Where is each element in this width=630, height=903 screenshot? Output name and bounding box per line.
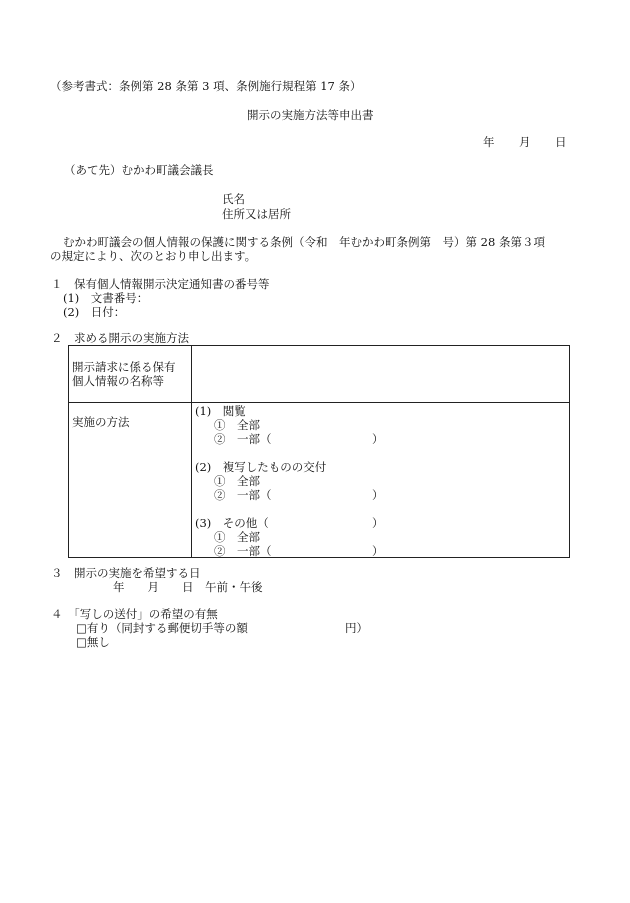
applicant-name-label: 氏名	[222, 192, 245, 206]
section-1-date: (2) 日付：	[63, 305, 126, 319]
table-label-info-name-line-2: 個人情報の名称等	[72, 374, 164, 388]
method-other-full: ① 全部	[214, 530, 260, 544]
intro-line-2: の規定により、次のとおり申し出ます。	[50, 249, 257, 263]
method-other-title: (3) その他（	[195, 516, 269, 530]
method-other-partial: ② 一部（	[214, 544, 272, 558]
table-row-divider	[69, 402, 569, 403]
table-column-divider	[191, 346, 192, 557]
addressee: （あて先）むかわ町議会議長	[64, 163, 214, 177]
method-copy-full: ① 全部	[214, 474, 260, 488]
method-inspection-title: (1) 閲覧	[195, 404, 246, 418]
reference-note: （参考書式：条例第 28 条第 3 項、条例施行規程第 17 条）	[50, 79, 362, 93]
method-copy-partial-close: ）	[372, 488, 384, 502]
table-label-method: 実施の方法	[72, 415, 130, 429]
method-inspection-partial: ② 一部（	[214, 432, 272, 446]
method-other-title-close: ）	[372, 516, 384, 530]
date-line: 年 月 日	[483, 135, 567, 149]
table-label-info-name-line-1: 開示請求に係る保有	[72, 360, 176, 374]
section-1-heading: １ 保有個人情報開示決定通知書の番号等	[51, 277, 270, 291]
option-yes-yen-unit: 円）	[345, 621, 368, 635]
option-no-checkbox[interactable]: □無し	[76, 635, 110, 649]
intro-line-1: むかわ町議会の個人情報の保護に関する条例（令和 年むかわ町条例第 号）第 28 条第３項	[63, 235, 545, 249]
method-other-partial-close: ）	[372, 544, 384, 558]
section-1-document-number: (1) 文書番号：	[63, 291, 149, 305]
section-2-heading: ２ 求める開示の実施方法	[51, 331, 189, 345]
method-copy-title: (2) 複写したものの交付	[195, 460, 327, 474]
method-inspection-partial-close: ）	[372, 432, 384, 446]
option-yes-checkbox[interactable]: □有り（同封する郵便切手等の額	[76, 621, 248, 635]
section-3-heading: ３ 開示の実施を希望する日	[51, 566, 201, 580]
applicant-address-label: 住所又は居所	[222, 207, 291, 221]
method-copy-partial: ② 一部（	[214, 488, 272, 502]
section-3-date-line: 年 月 日 午前・午後	[113, 580, 263, 594]
document-title: 開示の実施方法等申出書	[247, 108, 374, 122]
section-4-heading: ４ 「写しの送付」の希望の有無	[51, 607, 218, 621]
disclosure-method-table	[68, 345, 570, 558]
method-inspection-full: ① 全部	[214, 418, 260, 432]
